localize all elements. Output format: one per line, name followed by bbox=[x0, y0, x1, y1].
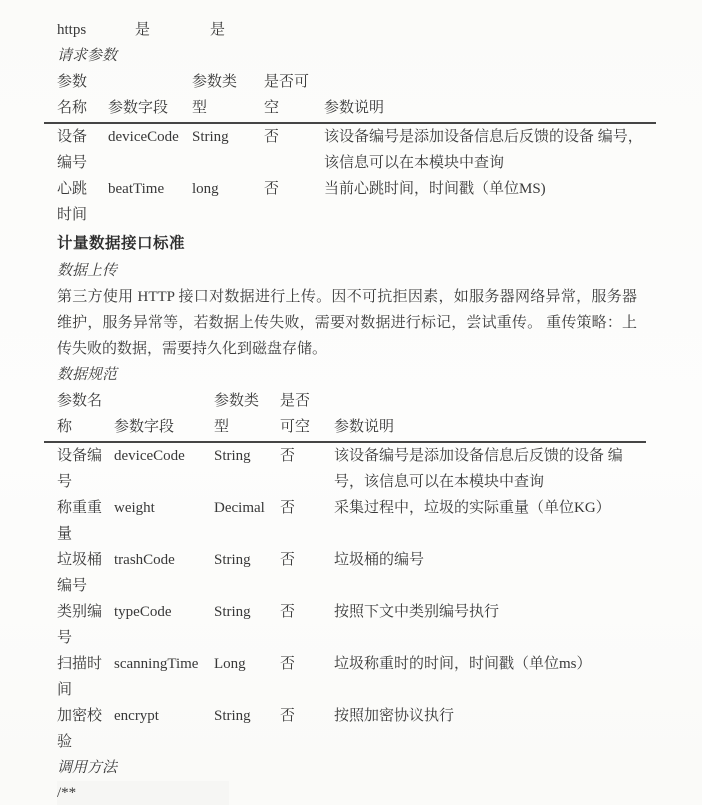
table-row bbox=[44, 703, 646, 755]
data-upload-title: 数据上传 bbox=[57, 263, 118, 279]
request-params-table bbox=[44, 69, 656, 228]
cell-param-nullable: 否 bbox=[264, 129, 280, 145]
header-param-desc: 参数说明 bbox=[334, 388, 646, 442]
cell-param-name: 扫描时间 bbox=[57, 656, 103, 698]
protocol-row bbox=[57, 17, 662, 43]
request-params-title: 请求参数 bbox=[57, 48, 118, 64]
cell-param-type: String bbox=[214, 552, 251, 568]
cell-param-desc: 该设备编号是添加设备信息后反馈的设备 编号，该信息可以在本模块中查询 bbox=[334, 448, 623, 490]
invoke-method-title: 调用方法 bbox=[57, 760, 118, 776]
cell-param-type: String bbox=[214, 448, 251, 464]
cell-param-desc: 该设备编号是添加设备信息后反馈的设备 编号，该信息可以在本模块中查询 bbox=[324, 129, 643, 171]
header-param-nullable: 是否可空 bbox=[264, 69, 324, 123]
cell-param-name: 设备编号 bbox=[57, 129, 88, 171]
cell-param-desc: 按照加密协议执行 bbox=[334, 708, 455, 724]
cell-param-name: 称重重量 bbox=[57, 500, 103, 542]
cell-param-nullable: 否 bbox=[280, 708, 296, 724]
cell-param-desc: 垃圾桶的编号 bbox=[334, 552, 425, 568]
metering-standard-title: 计量数据接口标准 bbox=[57, 235, 186, 252]
header-param-field: 参数字段 bbox=[114, 388, 214, 442]
header-param-type: 参数类型 bbox=[214, 388, 280, 442]
cell-param-nullable: 否 bbox=[280, 656, 296, 672]
cell-param-nullable: 否 bbox=[280, 448, 296, 464]
cell-param-nullable: 否 bbox=[264, 181, 280, 197]
cell-param-nullable: 否 bbox=[280, 500, 296, 516]
cell-param-type: String bbox=[214, 708, 251, 724]
cell-param-name: 类别编号 bbox=[57, 604, 103, 646]
protocol-flag-2: 是 bbox=[210, 22, 226, 38]
cell-param-type: String bbox=[192, 129, 229, 145]
header-param-type: 参数类型 bbox=[192, 69, 264, 123]
cell-param-type: Decimal bbox=[214, 500, 265, 516]
cell-param-field: encrypt bbox=[114, 708, 159, 724]
cell-param-type: String bbox=[214, 604, 251, 620]
table-row bbox=[44, 495, 646, 547]
cell-param-field: scanningTime bbox=[114, 656, 199, 672]
cell-param-name: 垃圾桶编号 bbox=[57, 552, 103, 594]
cell-param-type: long bbox=[192, 181, 219, 197]
table-row bbox=[44, 123, 656, 176]
cell-param-field: deviceCode bbox=[108, 129, 179, 145]
data-spec-table bbox=[44, 388, 646, 755]
table-row bbox=[44, 442, 646, 495]
upload-paragraph: 第三方使用 HTTP 接口对数据进行上传。因不可抗拒因素，如服务器网络异常，服务器维护，服务异常等，若数据上传失败，需要对数据进行标记，尝试重传。 重传策略：上传失败的数据，需要持久化到磁盘存储。 bbox=[57, 289, 637, 357]
cell-param-desc: 垃圾称重时的时间，时间戳（单位ms） bbox=[334, 656, 592, 672]
cell-param-field: deviceCode bbox=[114, 448, 185, 464]
header-param-nullable: 是否可空 bbox=[280, 388, 334, 442]
cell-param-desc: 采集过程中，垃圾的实际重量（单位KG） bbox=[334, 500, 611, 516]
protocol-flag-1: 是 bbox=[135, 22, 151, 38]
protocol-value: https bbox=[57, 22, 87, 38]
cell-param-name: 加密校验 bbox=[57, 708, 103, 750]
cell-param-field: beatTime bbox=[108, 181, 165, 197]
header-param-field: 参数字段 bbox=[108, 69, 192, 123]
cell-param-nullable: 否 bbox=[280, 604, 296, 620]
cell-param-name: 心跳时间 bbox=[57, 181, 88, 223]
cell-param-desc: 当前心跳时间，时间戳（单位MS) bbox=[324, 181, 546, 197]
header-param-desc: 参数说明 bbox=[324, 69, 656, 123]
cell-param-name: 设备编号 bbox=[57, 448, 103, 490]
table-row bbox=[44, 547, 646, 599]
cell-param-nullable: 否 bbox=[280, 552, 296, 568]
table-row bbox=[44, 176, 656, 228]
code-comment-start: /** bbox=[57, 781, 662, 805]
table-header-row bbox=[44, 388, 646, 442]
header-param-name: 参数名称 bbox=[44, 69, 108, 123]
table-row bbox=[44, 599, 646, 651]
cell-param-field: weight bbox=[114, 500, 155, 516]
data-spec-title: 数据规范 bbox=[57, 367, 118, 383]
cell-param-type: Long bbox=[214, 656, 246, 672]
table-row bbox=[44, 651, 646, 703]
header-param-name: 参数名称 bbox=[44, 388, 114, 442]
cell-param-desc: 按照下文中类别编号执行 bbox=[334, 604, 500, 620]
table-header-row bbox=[44, 69, 656, 123]
cell-param-field: trashCode bbox=[114, 552, 175, 568]
cell-param-field: typeCode bbox=[114, 604, 172, 620]
